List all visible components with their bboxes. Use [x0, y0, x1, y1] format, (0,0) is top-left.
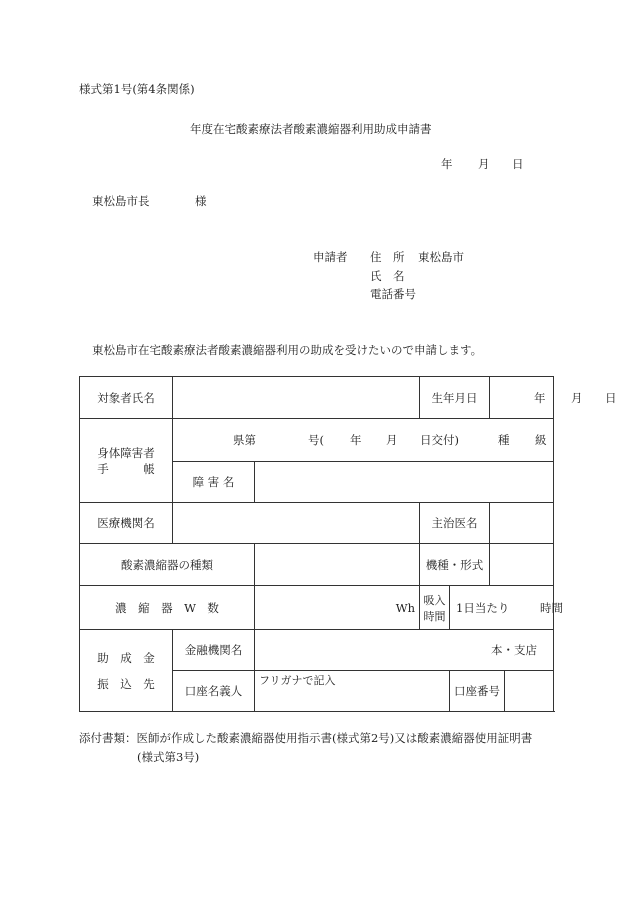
number-issued: 号(	[308, 433, 324, 447]
bank-name-label: 金融機関名	[173, 630, 255, 671]
inhalation-time-label: 吸入時間	[420, 586, 450, 630]
birth-month: 月	[571, 391, 583, 405]
row-subject	[80, 377, 554, 419]
bank-name-field[interactable]	[255, 630, 554, 671]
row-medical	[80, 503, 554, 544]
wh-unit: Wh	[395, 600, 416, 615]
application-statement: 東松島市在宅酸素療法者酸素濃縮器利用の助成を受けたいので申請します。	[92, 343, 483, 357]
concentrator-power-label: 濃 縮 器 W 数	[80, 586, 255, 630]
wattage-field[interactable]	[255, 586, 420, 630]
issued-day: 日交付)	[420, 433, 459, 447]
branch-label: 本・支店	[491, 643, 538, 657]
document-title: 年度在宅酸素療法者酸素濃縮器利用助成申請書	[190, 122, 432, 136]
address-label: 住 所	[370, 250, 405, 264]
issued-year: 年	[350, 433, 362, 447]
model-format-label: 機種・形式	[420, 544, 490, 586]
account-holder-label: 口座名義人	[173, 671, 255, 712]
applicant-label: 申請者	[313, 250, 348, 264]
medical-institution-field[interactable]	[173, 503, 420, 544]
grade-kind: 種	[498, 433, 510, 447]
subsidy-transfer-label: 助 成 金 振 込 先	[80, 630, 173, 712]
addressee: 東松島市長	[92, 194, 150, 208]
date-month: 月	[478, 157, 490, 171]
furigana-note: フリガナで記入	[259, 674, 336, 687]
form-number: 様式第1号(第4条関係)	[79, 82, 195, 96]
birthdate-field[interactable]	[490, 377, 617, 419]
birth-day: 日	[605, 391, 617, 405]
per-day-field[interactable]	[450, 586, 564, 630]
row-wattage	[80, 586, 554, 630]
attending-doctor-label: 主治医名	[420, 503, 490, 544]
honorific: 様	[195, 194, 207, 208]
subject-name-field[interactable]	[173, 377, 420, 419]
disability-name-field[interactable]	[255, 462, 554, 503]
concentrator-type-field[interactable]	[255, 544, 420, 586]
attending-doctor-field[interactable]	[490, 503, 554, 544]
hours-unit: 時間	[540, 601, 564, 615]
subject-name-label: 対象者氏名	[80, 377, 173, 419]
row-disability-certificate	[80, 419, 554, 462]
address-value: 東松島市	[418, 250, 464, 264]
attachments-line1: 添付書類：医師が作成した酸素濃縮器使用指示書(様式第2号)又は酸素濃縮器使用証明書	[79, 731, 533, 745]
issued-month: 月	[386, 433, 398, 447]
attachments-line2: (様式第3号)	[137, 750, 200, 764]
application-form-table	[79, 376, 617, 712]
medical-institution-label: 医療機関名	[80, 503, 173, 544]
name-label: 氏 名	[370, 269, 405, 283]
phone-label: 電話番号	[370, 287, 416, 301]
disability-certificate-label: 身体障害者 手 帳	[80, 419, 173, 503]
model-format-field[interactable]	[490, 544, 554, 586]
disability-name-label: 障 害 名	[173, 462, 255, 503]
account-number-field[interactable]	[505, 671, 554, 712]
birth-year: 年	[534, 391, 546, 405]
concentrator-type-label: 酸素濃縮器の種類	[80, 544, 255, 586]
prefecture-no: 県第	[233, 433, 256, 447]
date-day: 日	[512, 157, 524, 171]
account-number-label: 口座番号	[450, 671, 505, 712]
row-bank	[80, 630, 554, 671]
grade-level: 級	[535, 433, 547, 447]
row-concentrator	[80, 544, 554, 586]
account-holder-field[interactable]	[255, 671, 450, 712]
birthdate-label: 生年月日	[420, 377, 490, 419]
per-day-label: 1日当たり	[456, 601, 510, 615]
date-year: 年	[441, 157, 453, 171]
certificate-number-field[interactable]	[173, 419, 554, 462]
